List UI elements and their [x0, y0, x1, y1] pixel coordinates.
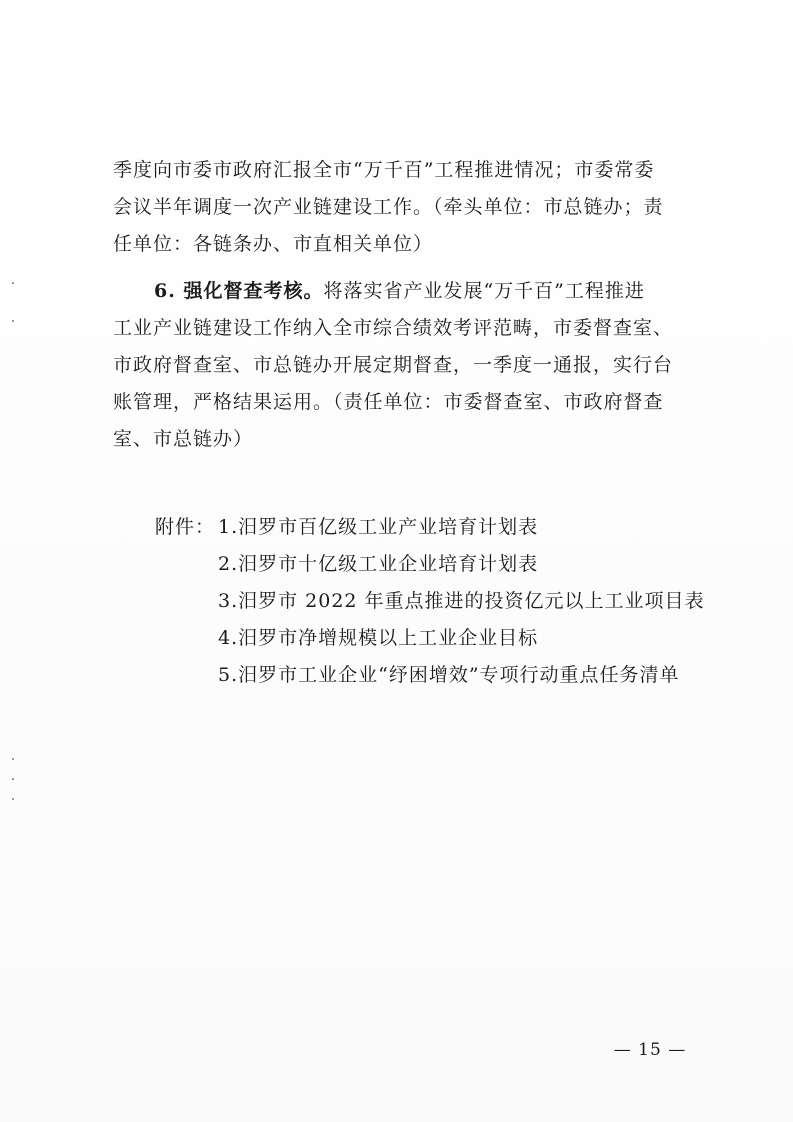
- attachment-row: [155, 546, 705, 583]
- section-heading: 6. 强化督查考核。: [154, 280, 324, 302]
- paragraph-text: 将落实省产业发展“万千百”工程推进: [323, 280, 645, 302]
- scan-speck: [12, 798, 14, 800]
- scan-speck: [12, 758, 14, 760]
- paragraph-line: 室、市总链办）: [113, 428, 254, 450]
- attachment-item: 2.汨罗市十亿级工业企业培育计划表: [218, 553, 539, 575]
- scan-speck: [12, 282, 14, 284]
- paragraph-line: 市政府督查室、市总链办开展定期督查，一季度一通报，实行台: [113, 354, 674, 376]
- paragraph-line: 工业产业链建设工作纳入全市综合绩效考评范畴，市委督查室、: [113, 317, 674, 339]
- attachment-item: 4.汨罗市净增规模以上工业企业目标: [218, 627, 539, 649]
- paragraph-line: 任单位：各链条办、市直相关单位）: [113, 233, 434, 255]
- attachment-row: [155, 509, 705, 546]
- attachment-row: [155, 620, 705, 657]
- paragraph-first-line: [113, 273, 693, 310]
- paragraph-line: 季度向市委市政府汇报全市“万千百”工程推进情况；市委常委: [113, 159, 655, 181]
- attachment-row: [155, 657, 705, 694]
- page-number: — 15 —: [613, 1040, 687, 1060]
- attachment-item: 5.汨罗市工业企业“纾困增效”专项行动重点任务清单: [218, 664, 680, 686]
- paragraph-item-6: [113, 273, 693, 458]
- attachments-list: [155, 509, 705, 694]
- scan-speck: [12, 320, 14, 322]
- paragraph-line: 会议半年调度一次产业链建设工作。（牵头单位：市总链办；责: [113, 196, 664, 218]
- attachment-item: 3.汨罗市 2022 年重点推进的投资亿元以上工业项目表: [218, 590, 705, 612]
- paragraph-line: 账管理，严格结果运用。（责任单位：市委督查室、市政府督查: [113, 391, 664, 413]
- attachment-item: 1.汨罗市百亿级工业产业培育计划表: [218, 516, 539, 538]
- paragraph-continued: [113, 152, 693, 263]
- attachments-label: 附件：: [155, 516, 216, 538]
- scan-speck: [12, 778, 14, 780]
- attachment-row: [155, 583, 705, 620]
